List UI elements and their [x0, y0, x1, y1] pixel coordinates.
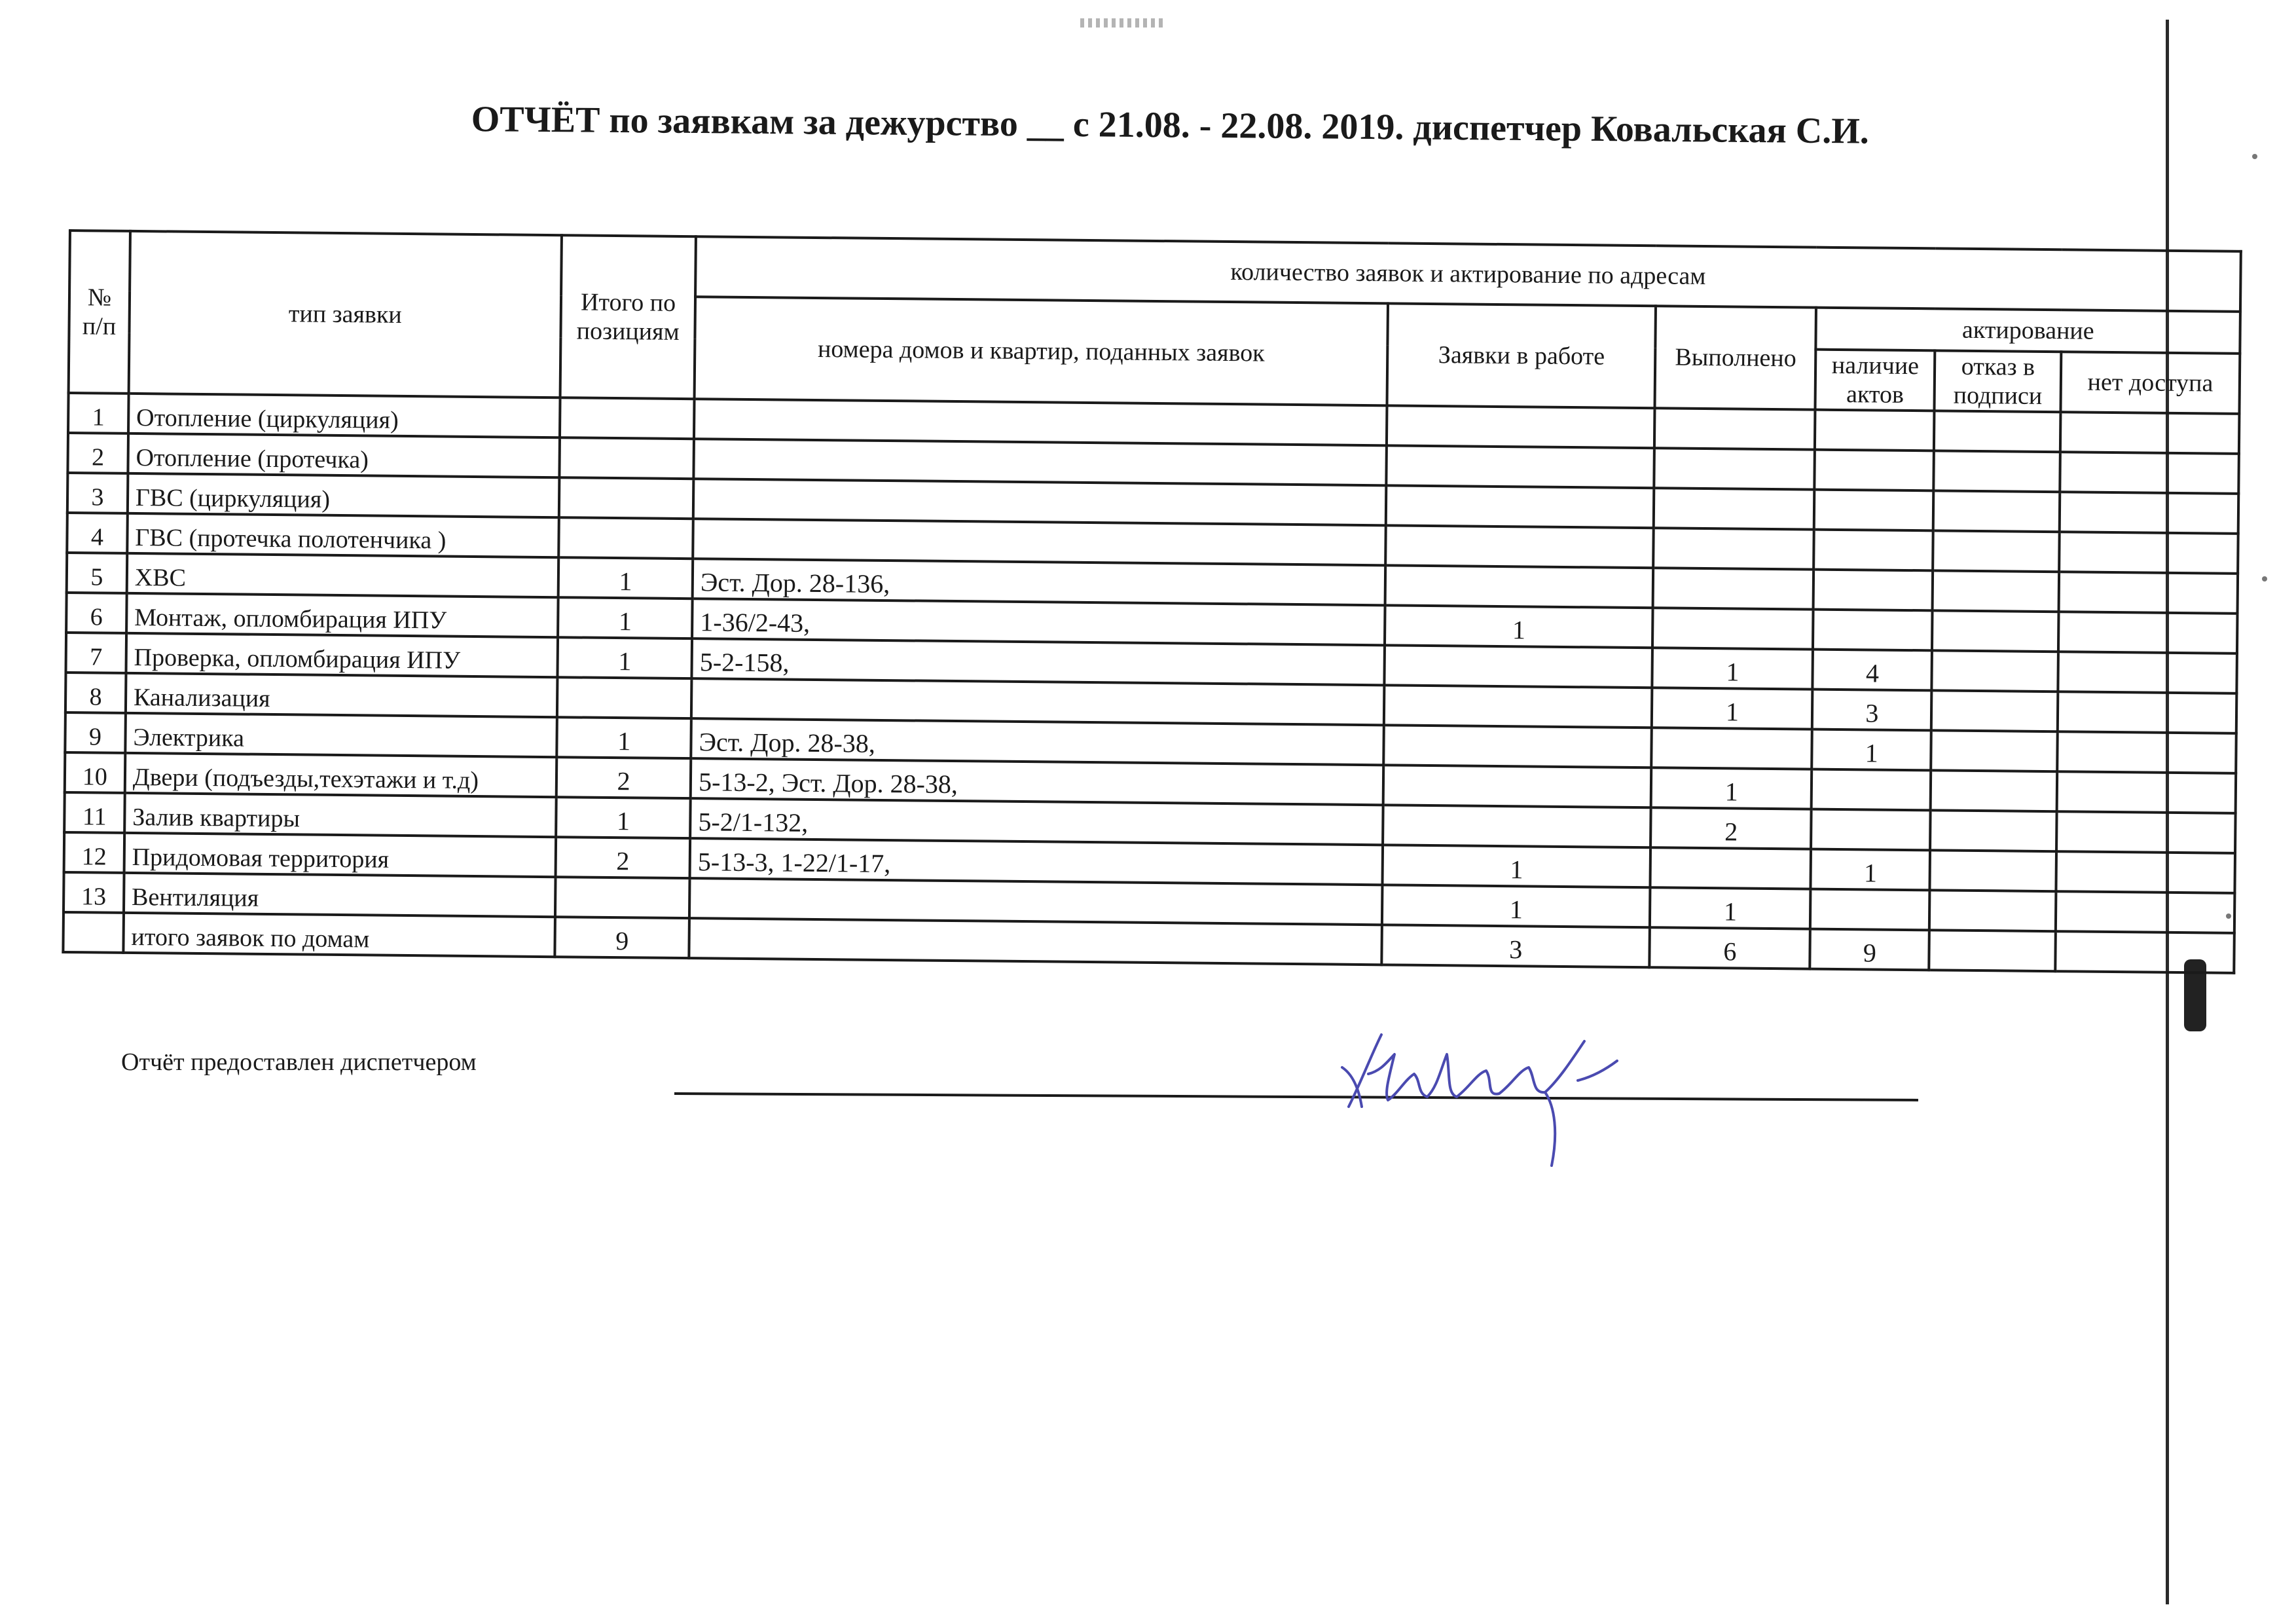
row-total: 1	[558, 597, 693, 638]
header-addresses: номера домов и квартир, поданных заявок	[695, 297, 1388, 405]
row-no-access	[2058, 692, 2236, 733]
row-refusal	[1930, 810, 2056, 851]
row-num: 8	[65, 673, 126, 713]
header-num: № п/п	[69, 231, 130, 394]
row-no-access	[2060, 452, 2239, 494]
row-acts	[1813, 530, 1933, 571]
row-acts	[1812, 769, 1931, 811]
row-refusal	[1933, 530, 2059, 572]
row-no-access	[2059, 572, 2238, 614]
row-num: 11	[64, 792, 125, 833]
row-addresses	[694, 439, 1387, 485]
row-total: 1	[556, 797, 691, 838]
row-in-work	[1385, 645, 1653, 688]
scan-smudge	[1080, 18, 1165, 28]
row-addresses: Эст. Дор. 28-38,	[691, 718, 1384, 765]
summary-acts: 9	[1810, 929, 1930, 970]
row-addresses	[693, 479, 1387, 525]
row-type: Придомовая территория	[124, 833, 556, 877]
row-done: 1	[1652, 688, 1812, 729]
summary-total: 9	[555, 917, 690, 958]
row-in-work	[1383, 725, 1652, 767]
row-in-work	[1383, 805, 1651, 847]
header-total: Итого по позициям	[560, 235, 696, 399]
row-refusal	[1933, 570, 2059, 612]
row-acts: 1	[1811, 849, 1931, 891]
row-no-access	[2058, 612, 2237, 654]
row-refusal	[1930, 850, 2056, 891]
summary-num	[63, 912, 124, 953]
row-refusal	[1934, 411, 2060, 452]
row-in-work	[1386, 485, 1654, 528]
header-type: тип заявки	[129, 231, 562, 397]
row-done: 1	[1651, 767, 1812, 809]
row-in-work: 1	[1383, 845, 1651, 887]
header-in-work: Заявки в работе	[1387, 303, 1656, 408]
row-total: 1	[558, 557, 693, 599]
row-type: ГВС (циркуляция)	[128, 473, 560, 517]
row-num: 4	[67, 513, 128, 553]
row-no-access	[2060, 492, 2238, 534]
row-no-access	[2060, 412, 2239, 454]
row-in-work	[1385, 565, 1654, 608]
row-addresses	[689, 878, 1383, 925]
header-acting: актирование	[1816, 308, 2240, 354]
row-done	[1652, 728, 1812, 769]
signature-image	[1322, 1008, 1663, 1179]
row-no-access	[2056, 891, 2234, 933]
summary-addresses	[689, 918, 1382, 965]
row-type: Отопление (циркуляция)	[128, 394, 560, 437]
header-no-access: нет доступа	[2061, 352, 2240, 414]
row-num: 5	[67, 553, 128, 593]
report-title: ОТЧЁТ по заявкам за дежурство __ с 21.08. - 22.08. 2019. диспетчер Ковальская С.И.	[471, 98, 1870, 152]
row-in-work	[1383, 765, 1652, 807]
row-acts	[1811, 809, 1931, 851]
row-type: Отопление (протечка)	[128, 434, 560, 477]
row-done: 1	[1650, 887, 1810, 929]
row-done: 2	[1651, 807, 1812, 849]
row-addresses: Эст. Дор. 28-136,	[693, 559, 1386, 605]
row-no-access	[2058, 652, 2237, 693]
row-acts: 4	[1813, 650, 1933, 691]
row-in-work: 1	[1382, 885, 1650, 927]
row-total: 1	[556, 717, 691, 758]
row-type: Вентиляция	[124, 873, 556, 917]
row-refusal	[1931, 690, 2058, 731]
row-refusal	[1931, 770, 2057, 811]
row-type: Электрика	[125, 713, 557, 757]
header-refusal: отказ в подписи	[1935, 350, 2062, 412]
row-type: Залив квартиры	[124, 793, 556, 837]
row-type: ХВС	[127, 553, 559, 597]
row-total	[560, 397, 695, 439]
scan-speck	[2252, 154, 2257, 159]
row-addresses: 1-36/2-43,	[692, 599, 1385, 645]
row-acts	[1813, 610, 1933, 651]
row-acts	[1815, 450, 1935, 491]
row-addresses	[694, 399, 1387, 445]
row-num: 2	[67, 433, 128, 473]
row-no-access	[2057, 731, 2236, 773]
row-refusal	[1932, 610, 2058, 652]
row-num: 13	[64, 872, 124, 913]
row-done	[1654, 408, 1815, 449]
row-total	[557, 677, 692, 718]
row-total: 2	[556, 757, 691, 798]
row-done: 1	[1652, 648, 1813, 689]
row-acts: 1	[1812, 729, 1932, 771]
row-num: 1	[68, 393, 129, 434]
header-group: количество заявок и актирование по адресам	[695, 236, 2241, 312]
row-acts	[1810, 889, 1930, 931]
scan-speck	[2262, 576, 2267, 581]
row-no-access	[2056, 811, 2235, 853]
row-in-work	[1387, 405, 1655, 448]
row-done	[1654, 528, 1814, 569]
row-type: Проверка, опломбирация ИПУ	[126, 633, 558, 677]
row-refusal	[1934, 451, 2060, 492]
row-refusal	[1931, 730, 2057, 771]
row-total	[559, 477, 694, 519]
row-done	[1654, 448, 1815, 489]
row-addresses	[691, 678, 1385, 725]
row-total: 2	[556, 837, 691, 878]
summary-label: итого заявок по домам	[123, 913, 555, 957]
row-addresses: 5-13-3, 1-22/1-17,	[690, 838, 1383, 885]
row-in-work	[1386, 445, 1654, 488]
summary-in-work: 3	[1381, 925, 1650, 967]
row-num: 6	[66, 593, 127, 633]
row-addresses: 5-2-158,	[692, 638, 1385, 685]
row-type: Монтаж, опломбирация ИПУ	[126, 593, 558, 637]
row-num: 10	[65, 752, 126, 793]
summary-done: 6	[1650, 927, 1810, 969]
row-type: Канализация	[126, 673, 558, 717]
row-refusal	[1929, 890, 2056, 931]
row-no-access	[2056, 851, 2235, 893]
row-no-access	[2057, 771, 2236, 813]
row-in-work	[1385, 525, 1654, 568]
report-table-wrapper	[62, 229, 2242, 974]
row-done	[1654, 488, 1814, 529]
row-no-access	[2059, 532, 2238, 574]
row-acts: 3	[1812, 690, 1932, 731]
row-num: 3	[67, 473, 128, 513]
footer-label: Отчёт предоставлен диспетчером	[121, 1048, 477, 1076]
row-done	[1652, 608, 1813, 649]
summary-no-access	[2055, 931, 2234, 973]
row-in-work	[1384, 685, 1652, 728]
row-total	[555, 877, 690, 918]
row-addresses: 5-2/1-132,	[690, 798, 1383, 845]
row-acts	[1814, 490, 1934, 531]
row-type: ГВС (протечка полотенчика )	[127, 513, 559, 557]
row-refusal	[1932, 650, 2058, 692]
row-num: 12	[64, 832, 125, 873]
row-addresses	[693, 519, 1386, 565]
report-table	[62, 229, 2242, 974]
row-num: 9	[65, 712, 126, 753]
row-type: Двери (подъезды,техэтажи и т.д)	[125, 753, 557, 797]
row-total: 1	[558, 637, 693, 678]
signature-line	[674, 1092, 1918, 1101]
row-done	[1653, 568, 1813, 609]
row-done	[1650, 847, 1811, 889]
header-acts: наличие актов	[1815, 350, 1935, 411]
row-acts	[1813, 570, 1933, 611]
row-refusal	[1933, 490, 2060, 532]
header-done: Выполнено	[1655, 306, 1816, 409]
row-total	[558, 517, 693, 559]
row-addresses: 5-13-2, Эст. Дор. 28-38,	[691, 758, 1384, 805]
row-num: 7	[66, 633, 127, 673]
summary-refusal	[1929, 930, 2056, 971]
row-in-work: 1	[1385, 605, 1653, 648]
row-acts	[1815, 410, 1935, 451]
row-total	[560, 437, 695, 479]
